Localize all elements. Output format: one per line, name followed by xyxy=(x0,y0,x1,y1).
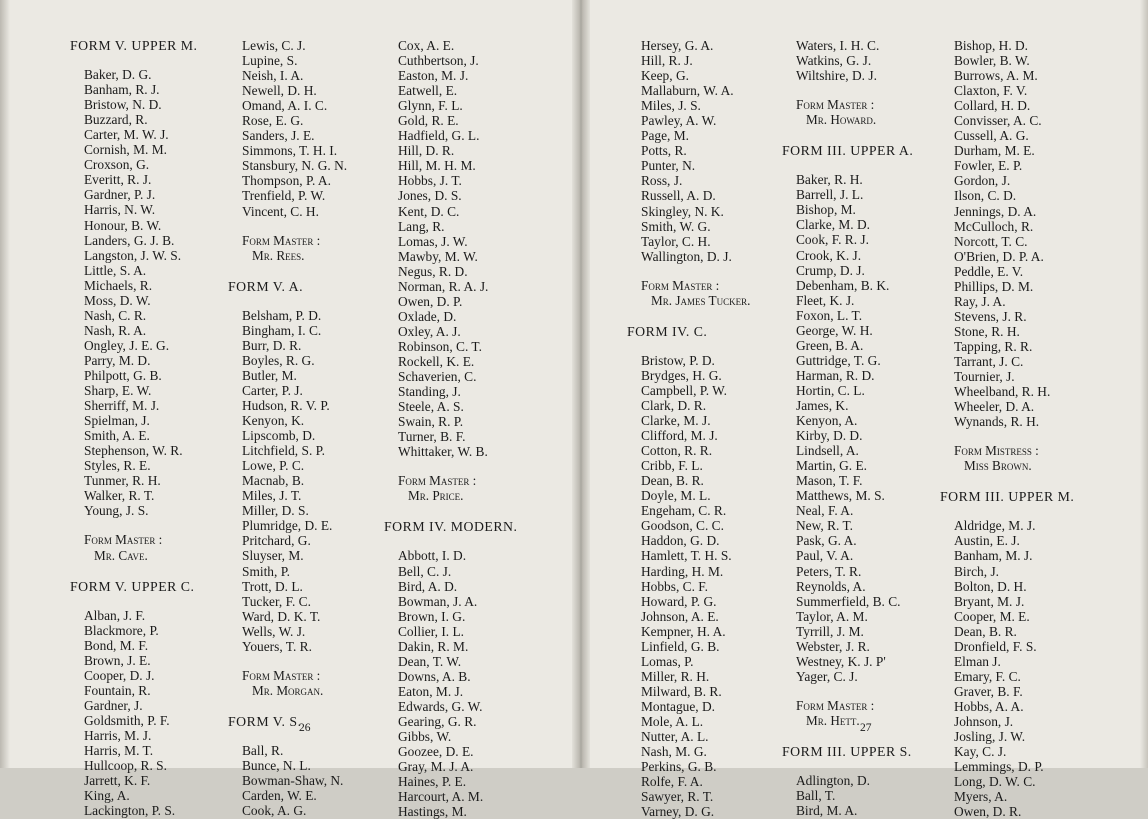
student-name: Cuthbertson, J. xyxy=(398,53,479,69)
student-name: Brown, J. E. xyxy=(84,652,151,668)
student-name: Harcourt, A. M. xyxy=(398,789,484,805)
student-name: Howard, P. G. xyxy=(641,593,717,609)
student-name: Hortin, C. L. xyxy=(796,382,865,398)
student-name: Standing, J. xyxy=(398,384,461,400)
student-name: Cox, A. E. xyxy=(398,38,455,53)
student-name: Blackmore, P. xyxy=(84,622,159,638)
student-name: Punter, N. xyxy=(641,158,696,174)
right-column-3 xyxy=(940,38,1075,819)
student-name: Carter, M. W. J. xyxy=(84,127,169,143)
student-name: Harman, R. D. xyxy=(796,367,875,383)
student-name: Bishop, M. xyxy=(796,202,856,218)
student-name: Page, M. xyxy=(641,128,689,144)
student-name: Banham, M. J. xyxy=(954,548,1033,564)
student-name: Everitt, R. J. xyxy=(84,172,152,188)
student-name: Simmons, T. H. I. xyxy=(242,143,338,159)
student-name: Potts, R. xyxy=(641,143,687,159)
student-name: Stone, R. H. xyxy=(954,323,1020,339)
student-name: Claxton, F. V. xyxy=(954,83,1028,99)
student-name: Litchfield, S. P. xyxy=(242,443,325,459)
student-name: Doyle, M. L. xyxy=(641,488,711,504)
student-name: Smith, P. xyxy=(242,563,291,579)
student-name: Boyles, R. G. xyxy=(242,352,315,368)
student-name: Hudson, R. V. P. xyxy=(242,397,330,413)
form-master-label: Form Master : xyxy=(242,232,321,248)
student-name: Burr, D. R. xyxy=(242,337,302,353)
student-name: Cotton, R. R. xyxy=(641,443,713,459)
student-name: Omand, A. I. C. xyxy=(242,98,328,114)
student-name: Varney, D. G. xyxy=(641,804,715,819)
student-name: Eaton, M. J. xyxy=(398,683,464,699)
student-name: Bolton, D. H. xyxy=(954,578,1027,594)
student-name: Kempner, H. A. xyxy=(641,623,726,639)
student-name: Ward, D. K. T. xyxy=(242,608,321,624)
student-name: Phillips, D. M. xyxy=(954,278,1034,294)
student-name: Sawyer, R. T. xyxy=(641,789,714,805)
student-name: Myers, A. xyxy=(954,789,1008,805)
student-name: Engeham, C. R. xyxy=(641,503,727,519)
student-name: Harding, H. M. xyxy=(641,563,724,579)
student-name: Nash, R. A. xyxy=(84,322,147,338)
student-name: Kenyon, A. xyxy=(796,413,858,429)
student-name: Goodson, C. C. xyxy=(641,518,724,534)
student-name: Tournier, J. xyxy=(954,369,1015,385)
student-name: Edwards, G. W. xyxy=(398,698,483,714)
left-column-1 xyxy=(70,38,198,819)
form-master-name: Mr. Rees. xyxy=(252,247,305,263)
form-master-label: Form Master : xyxy=(796,97,875,113)
student-name: Pawley, A. W. xyxy=(641,113,717,129)
student-name: Norman, R. A. J. xyxy=(398,278,489,294)
student-name: Bowman, J. A. xyxy=(398,593,478,609)
student-name: Belsham, P. D. xyxy=(242,307,322,323)
page-edge-shadow xyxy=(0,0,10,768)
student-name: Cribb, F. L. xyxy=(641,458,703,474)
student-name: Lewis, C. J. xyxy=(242,38,306,53)
student-name: Michaels, R. xyxy=(84,277,153,293)
form-master-label: Form Master : xyxy=(641,277,720,293)
student-name: Steele, A. S. xyxy=(398,399,464,415)
student-name: Tyrrill, J. M. xyxy=(796,623,864,639)
student-name: Reynolds, A. xyxy=(796,578,866,594)
student-name: Moss, D. W. xyxy=(84,292,151,308)
student-name: Butler, M. xyxy=(242,367,297,383)
student-name: Foxon, L. T. xyxy=(796,307,863,323)
student-name: Ball, R. xyxy=(242,742,284,758)
student-name: Russell, A. D. xyxy=(641,188,716,204)
student-name: Hersey, G. A. xyxy=(641,38,714,53)
student-name: Nash, M. G. xyxy=(641,744,707,760)
student-name: Stansbury, N. G. N. xyxy=(242,158,348,174)
form-heading: FORM III. UPPER A. xyxy=(782,143,914,159)
student-name: Kay, C. J. xyxy=(954,744,1007,760)
student-name: Matthews, M. S. xyxy=(796,488,885,504)
student-name: Kenyon, K. xyxy=(242,413,305,429)
student-name: Croxson, G. xyxy=(84,157,150,173)
student-name: Fowler, E. P. xyxy=(954,158,1023,174)
student-name: Smith, W. G. xyxy=(641,218,711,234)
student-name: Peddle, E. V. xyxy=(954,263,1024,279)
right-column-2 xyxy=(782,38,914,819)
student-name: Young, J. S. xyxy=(84,503,149,519)
student-name: Kent, D. C. xyxy=(398,203,460,219)
student-name: Durham, M. E. xyxy=(954,143,1035,159)
student-name: Waters, I. H. C. xyxy=(796,38,880,53)
student-name: Dakin, R. M. xyxy=(398,638,469,654)
book-gutter xyxy=(572,0,590,768)
student-name: Watkins, G. J. xyxy=(796,53,872,69)
student-name: Bristow, N. D. xyxy=(84,97,162,113)
student-name: Stephenson, W. R. xyxy=(84,443,183,459)
student-name: Tapping, R. R. xyxy=(954,338,1033,354)
student-name: Hobbs, C. F. xyxy=(641,578,709,594)
student-name: Tunmer, R. H. xyxy=(84,473,161,489)
student-name: Clarke, M. D. xyxy=(796,217,871,233)
student-name: Swain, R. P. xyxy=(398,414,464,430)
student-name: Rockell, K. E. xyxy=(398,353,475,369)
student-name: King, A. xyxy=(84,788,130,804)
student-name: Mawby, M. W. xyxy=(398,248,478,264)
student-name: Johnson, A. E. xyxy=(641,608,719,624)
student-name: Easton, M. J. xyxy=(398,68,469,84)
student-name: New, R. T. xyxy=(796,518,854,534)
student-name: Downs, A. B. xyxy=(398,668,471,684)
student-name: Bristow, P. D. xyxy=(641,352,715,368)
student-name: Gold, R. E. xyxy=(398,113,459,129)
student-name: Lindsell, A. xyxy=(796,443,859,459)
student-name: Kirby, D. D. xyxy=(796,428,863,444)
student-name: Haddon, G. D. xyxy=(641,533,720,549)
student-name: Macnab, B. xyxy=(242,473,305,489)
student-name: Sluyser, M. xyxy=(242,548,304,564)
student-name: Miles, J. S. xyxy=(641,98,701,114)
form-master-label: Form Master : xyxy=(398,473,477,489)
student-name: Hastings, M. xyxy=(398,804,467,819)
student-name: Goozee, D. E. xyxy=(398,744,474,760)
student-name: Martin, G. E. xyxy=(796,458,868,474)
student-name: Austin, E. J. xyxy=(954,533,1020,549)
student-name: Taylor, C. H. xyxy=(641,233,711,249)
student-name: Gordon, J. xyxy=(954,173,1011,189)
form-master-name: Mr. Morgan. xyxy=(252,682,324,698)
student-name: Norcott, T. C. xyxy=(954,233,1028,249)
student-name: Hullcoop, R. S. xyxy=(84,758,167,774)
student-name: Westney, K. J. P' xyxy=(796,653,886,669)
student-name: Baker, D. G. xyxy=(84,67,152,83)
form-master-name: Miss Brown. xyxy=(964,458,1032,474)
student-name: James, K. xyxy=(796,397,849,413)
form-heading: FORM V. A. xyxy=(228,278,304,294)
form-heading: FORM V. UPPER M. xyxy=(70,38,198,53)
student-name: Green, B. A. xyxy=(796,337,864,353)
student-name: Brydges, H. G. xyxy=(641,367,722,383)
form-master-label: Form Mistress : xyxy=(954,443,1039,459)
student-name: Sanders, J. E. xyxy=(242,128,315,144)
student-name: Emary, F. C. xyxy=(954,668,1021,684)
student-name: Little, S. A. xyxy=(84,262,147,278)
student-name: Nash, C. R. xyxy=(84,307,147,323)
student-name: Pritchard, G. xyxy=(242,533,311,549)
student-name: Turner, B. F. xyxy=(398,429,466,445)
student-name: Hadfield, G. L. xyxy=(398,128,480,144)
student-name: Ongley, J. E. G. xyxy=(84,337,170,353)
student-name: Youers, T. R. xyxy=(242,638,312,654)
student-name: Sherriff, M. J. xyxy=(84,398,160,414)
form-master-name: Mr. Price. xyxy=(408,488,464,504)
student-name: Cook, F. R. J. xyxy=(796,232,869,248)
student-name: Lipscomb, D. xyxy=(242,428,316,444)
student-name: Debenham, B. K. xyxy=(796,277,890,293)
student-name: Wells, W. J. xyxy=(242,623,306,639)
student-name: Bishop, H. D. xyxy=(954,38,1029,53)
student-name: Mason, T. F. xyxy=(796,473,863,489)
student-name: Thompson, P. A. xyxy=(242,173,331,189)
student-name: Collier, I. L. xyxy=(398,623,465,639)
page-number: 27 xyxy=(860,722,872,734)
student-name: Lowe, P. C. xyxy=(242,458,305,474)
student-name: Pask, G. A. xyxy=(796,533,857,549)
student-name: Goldsmith, P. F. xyxy=(84,712,170,728)
student-name: Philpott, G. B. xyxy=(84,367,162,383)
student-name: George, W. H. xyxy=(796,322,873,338)
left-column-2 xyxy=(228,38,348,819)
student-name: Cooper, D. J. xyxy=(84,667,155,683)
student-name: Bird, M. A. xyxy=(796,803,858,819)
student-name: Paul, V. A. xyxy=(796,548,854,564)
student-name: Harris, M. T. xyxy=(84,743,154,759)
student-name: Wiltshire, D. J. xyxy=(796,68,877,84)
student-name: Keep, G. xyxy=(641,68,689,84)
student-name: Schaverien, C. xyxy=(398,369,477,385)
student-name: Oxley, A. J. xyxy=(398,323,461,339)
student-name: Mole, A. L. xyxy=(641,713,704,729)
student-name: Bowman-Shaw, N. xyxy=(242,773,344,789)
form-master-name: Mr. Cave. xyxy=(94,547,148,563)
student-name: Wheeler, D. A. xyxy=(954,399,1035,415)
student-name: Adlington, D. xyxy=(796,773,871,789)
student-name: Dean, B. R. xyxy=(641,473,704,489)
student-name: Mallaburn, W. A. xyxy=(641,83,734,99)
student-name: Taylor, A. M. xyxy=(796,608,868,624)
student-name: Aldridge, M. J. xyxy=(954,518,1036,534)
student-name: Miller, D. S. xyxy=(242,503,309,519)
student-name: Guttridge, T. G. xyxy=(796,352,881,368)
student-name: Haines, P. E. xyxy=(398,774,467,790)
student-name: Clarke, M. J. xyxy=(641,413,711,429)
student-name: Campbell, P. W. xyxy=(641,382,727,398)
student-name: Montague, D. xyxy=(641,698,716,714)
left-column-3 xyxy=(384,38,518,819)
student-name: Barrell, J. L. xyxy=(796,187,864,203)
student-name: Plumridge, D. E. xyxy=(242,518,333,534)
student-name: Lemmings, D. P. xyxy=(954,759,1044,775)
student-name: Whittaker, W. B. xyxy=(398,444,488,460)
student-name: Vincent, C. H. xyxy=(242,203,319,219)
student-name: Clark, D. R. xyxy=(641,397,707,413)
student-name: Smith, A. E. xyxy=(84,428,150,444)
right-page xyxy=(584,0,1148,819)
student-name: Lomas, P. xyxy=(641,653,694,669)
student-name: Lang, R. xyxy=(398,218,445,234)
student-name: Neal, F. A. xyxy=(796,503,854,519)
student-name: Landers, G. J. B. xyxy=(84,232,175,248)
student-name: Rolfe, F. A. xyxy=(641,774,703,790)
form-heading: FORM V. UPPER C. xyxy=(70,578,195,594)
student-name: Jarrett, K. F. xyxy=(84,773,151,789)
student-name: Milward, B. R. xyxy=(641,683,722,699)
student-name: Lomas, J. W. xyxy=(398,233,468,249)
student-name: Cornish, M. M. xyxy=(84,142,167,158)
student-name: Trenfield, P. W. xyxy=(242,188,326,204)
student-name: Peters, T. R. xyxy=(796,563,862,579)
student-name: Carden, W. E. xyxy=(242,788,317,804)
form-master-label: Form Master : xyxy=(796,697,875,713)
form-heading: FORM III. UPPER M. xyxy=(940,489,1075,505)
student-name: Neish, I. A. xyxy=(242,68,304,84)
student-name: Miller, R. H. xyxy=(641,668,710,684)
student-name: Gibbs, W. xyxy=(398,729,452,745)
student-name: Eatwell, E. xyxy=(398,83,458,99)
student-name: Owen, D. R. xyxy=(954,804,1022,819)
student-name: Alban, J. F. xyxy=(84,607,146,623)
student-name: Hobbs, J. T. xyxy=(398,173,462,189)
student-name: Abbott, I. D. xyxy=(398,548,467,564)
form-heading: FORM III. UPPER S. xyxy=(782,743,912,759)
student-name: Cussell, A. G. xyxy=(954,128,1029,144)
student-name: Baker, R. H. xyxy=(796,172,863,188)
student-name: Stevens, J. R. xyxy=(954,308,1027,324)
student-name: Burrows, A. M. xyxy=(954,68,1038,84)
student-name: Summerfield, B. C. xyxy=(796,593,901,609)
student-name: Dronfield, F. S. xyxy=(954,638,1037,654)
student-name: Bird, A. D. xyxy=(398,578,458,594)
student-name: Lackington, P. S. xyxy=(84,803,176,819)
student-name: Harris, N. W. xyxy=(84,202,156,218)
student-name: Walker, R. T. xyxy=(84,488,155,504)
student-name: Buzzard, R. xyxy=(84,112,148,128)
student-name: Josling, J. W. xyxy=(954,729,1026,745)
student-name: Tucker, F. C. xyxy=(242,593,311,609)
student-name: Tarrant, J. C. xyxy=(954,353,1024,369)
student-name: Convisser, A. C. xyxy=(954,113,1042,129)
student-name: Ray, J. A. xyxy=(954,293,1006,309)
student-name: Nutter, A. L. xyxy=(641,729,709,745)
student-name: Jones, D. S. xyxy=(398,188,462,204)
student-name: Gray, M. J. A. xyxy=(398,759,474,775)
student-name: Yager, C. J. xyxy=(796,668,858,684)
student-name: Jennings, D. A. xyxy=(954,203,1037,219)
student-name: Wheelband, R. H. xyxy=(954,384,1051,400)
form-master-name: Mr. James Tucker. xyxy=(651,292,751,308)
student-name: Gearing, G. R. xyxy=(398,713,477,729)
student-name: Spielman, J. xyxy=(84,413,150,429)
student-name: Long, D. W. C. xyxy=(954,774,1036,790)
student-name: Birch, J. xyxy=(954,563,1000,579)
student-name: Bingham, I. C. xyxy=(242,322,322,338)
student-name: Bowler, B. W. xyxy=(954,53,1030,69)
student-name: Ball, T. xyxy=(796,788,836,804)
student-name: Miles, J. T. xyxy=(242,488,302,504)
student-name: Gardner, J. xyxy=(84,697,143,713)
student-name: Wynands, R. H. xyxy=(954,414,1040,430)
student-name: Ross, J. xyxy=(641,173,683,189)
form-master-name: Mr. Hett. xyxy=(806,712,860,728)
student-name: Johnson, J. xyxy=(954,713,1014,729)
student-name: Dean, B. R. xyxy=(954,623,1017,639)
student-name: Fleet, K. J. xyxy=(796,292,855,308)
student-name: Linfield, G. B. xyxy=(641,638,720,654)
student-name: Hamlett, T. H. S. xyxy=(641,548,732,564)
student-name: McCulloch, R. xyxy=(954,218,1034,234)
student-name: Newell, D. H. xyxy=(242,83,317,99)
form-heading: FORM V. S. xyxy=(228,713,302,729)
student-name: Honour, B. W. xyxy=(84,217,162,233)
student-name: Skingley, N. K. xyxy=(641,203,724,219)
student-name: Perkins, G. B. xyxy=(641,759,717,775)
student-name: Gardner, P. J. xyxy=(84,187,156,203)
student-name: Fountain, R. xyxy=(84,682,151,698)
student-name: Owen, D. P. xyxy=(398,293,463,309)
student-name: Wallington, D. J. xyxy=(641,248,732,264)
student-name: Styles, R. E. xyxy=(84,458,151,474)
student-name: Hill, R. J. xyxy=(641,53,693,69)
student-name: Negus, R. D. xyxy=(398,263,468,279)
student-name: Bryant, M. J. xyxy=(954,593,1025,609)
student-name: Collard, H. D. xyxy=(954,98,1031,114)
student-name: Crump, D. J. xyxy=(796,262,865,278)
student-name: Robinson, C. T. xyxy=(398,338,482,354)
student-name: Brown, I. G. xyxy=(398,608,466,624)
student-name: Banham, R. J. xyxy=(84,82,160,98)
student-name: Harris, M. J. xyxy=(84,727,152,743)
form-master-label: Form Master : xyxy=(242,667,321,683)
form-master-name: Mr. Howard. xyxy=(806,112,877,128)
page-number: 26 xyxy=(299,722,311,734)
student-name: Hill, D. R. xyxy=(398,143,455,159)
student-name: Hill, M. H. M. xyxy=(398,158,476,174)
student-name: Lupine, S. xyxy=(242,53,298,69)
student-name: Graver, B. F. xyxy=(954,683,1023,699)
student-name: Bunce, N. L. xyxy=(242,757,311,773)
form-heading: FORM IV. C. xyxy=(627,323,708,339)
right-column-1 xyxy=(627,38,751,819)
student-name: Langston, J. W. S. xyxy=(84,247,182,263)
student-name: Glynn, F. L. xyxy=(398,98,463,114)
student-name: O'Brien, D. P. A. xyxy=(954,248,1044,264)
student-name: Cook, A. G. xyxy=(242,803,307,819)
student-name: Trott, D. L. xyxy=(242,578,303,594)
student-name: Ilson, C. D. xyxy=(954,188,1017,204)
student-name: Webster, J. R. xyxy=(796,638,870,654)
form-heading: FORM IV. MODERN. xyxy=(384,519,518,535)
student-name: Elman J. xyxy=(954,653,1001,669)
student-name: Bond, M. F. xyxy=(84,637,149,653)
student-name: Dean, T. W. xyxy=(398,653,462,669)
student-name: Parry, M. D. xyxy=(84,352,151,368)
student-name: Hobbs, A. A. xyxy=(954,698,1024,714)
student-name: Cooper, M. E. xyxy=(954,608,1030,624)
student-name: Sharp, E. W. xyxy=(84,383,152,399)
student-name: Bell, C. J. xyxy=(398,563,452,579)
student-name: Oxlade, D. xyxy=(398,308,457,324)
student-name: Carter, P. J. xyxy=(242,382,303,398)
student-name: Crook, K. J. xyxy=(796,247,862,263)
student-name: Rose, E. G. xyxy=(242,113,304,129)
student-name: Clifford, M. J. xyxy=(641,428,718,444)
form-master-label: Form Master : xyxy=(84,532,163,548)
page-edge-shadow xyxy=(1140,0,1148,768)
